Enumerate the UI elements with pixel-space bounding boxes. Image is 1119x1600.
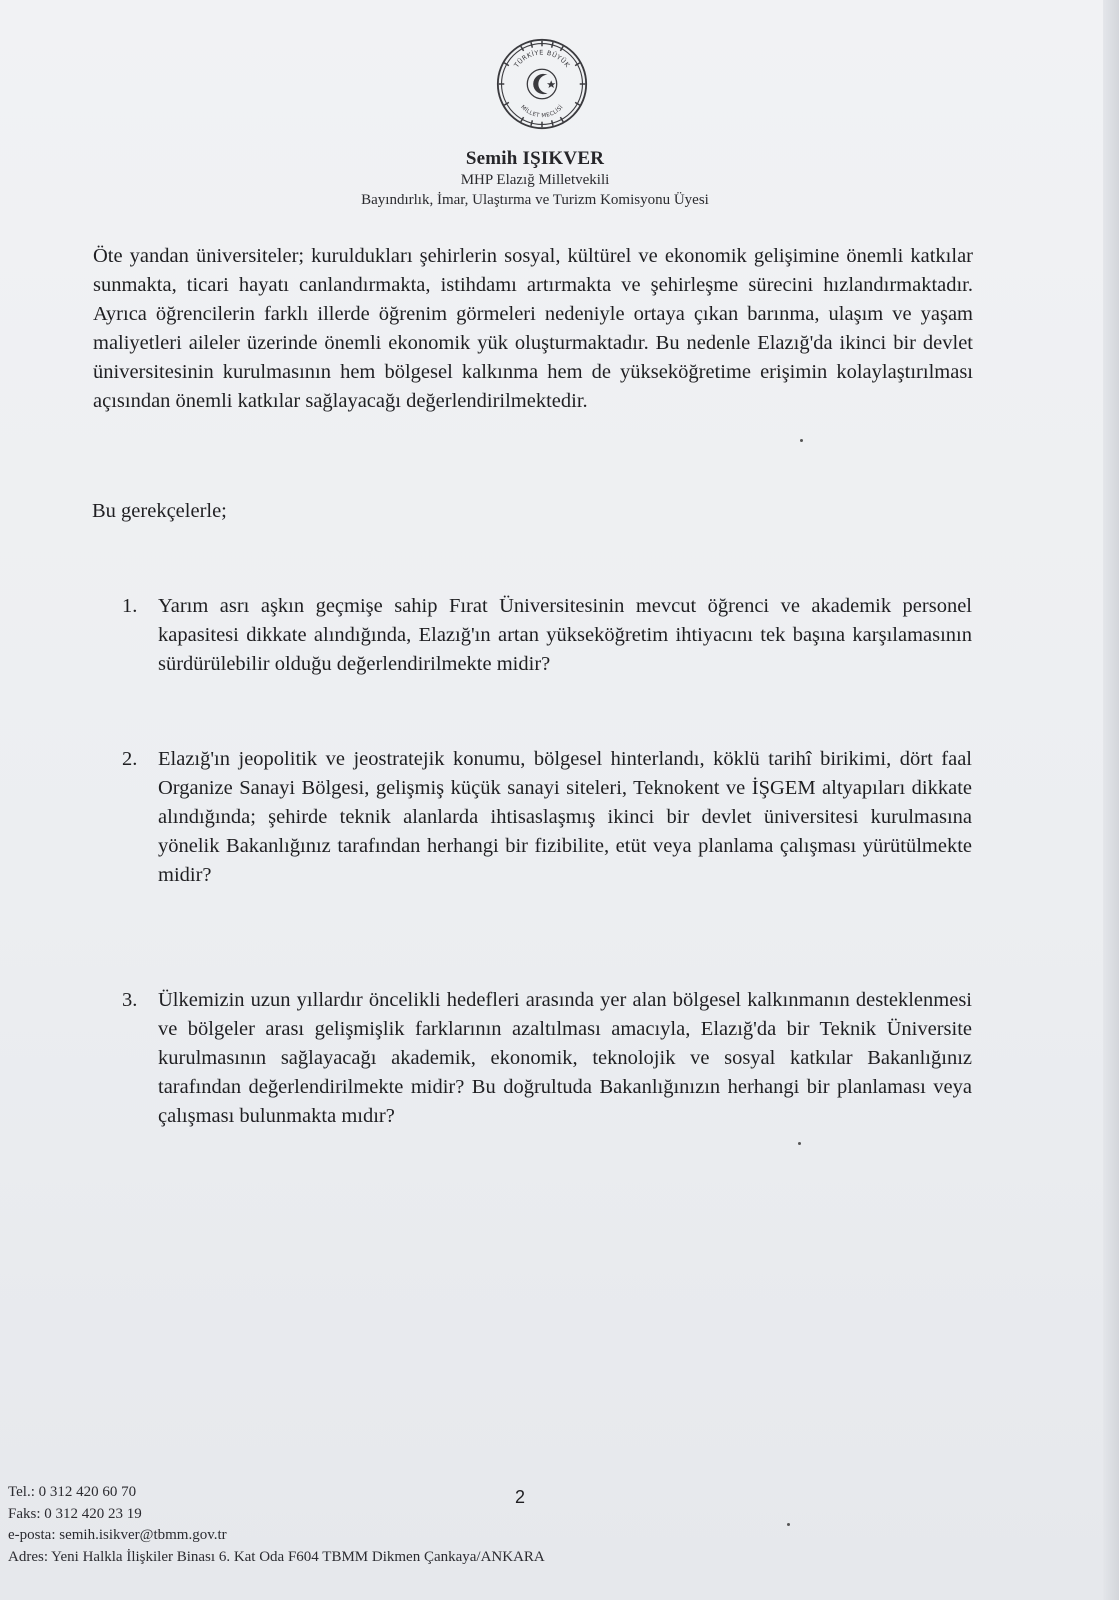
question-text: Yarım asrı aşkın geçmişe sahip Fırat Üniversitesinin mevcut öğrenci ve akademik personel kapasitesi dikkate alındığında, Elazığ'ın artan yükseköğretim ihtiyacını tek başına karşılamasının sürdürülebilir olduğu değerlendirilmekte midir? — [158, 595, 972, 675]
conclusion-lead: Bu gerekçelerle; — [92, 500, 227, 522]
svg-text:TÜRKİYE BÜYÜK: TÜRKİYE BÜYÜK — [512, 48, 572, 70]
footer-tel: Tel.: 0 312 420 60 70 — [8, 1484, 137, 1500]
question-item-3 — [122, 986, 972, 1131]
question-text: Ülkemizin uzun yıllardır öncelikli hedefleri arasında yer alan bölgesel kalkınmanın desteklenmesi ve bölgeler arası gelişmişlik farklarının azaltılması amacıyla, Elazığ'da bir Teknik Üniversite kurulmasının sağlayacağı akademik, ekonomik, teknolojik ve sosyal katkılar Bakanlığınız tarafından değerlendirilmekte midir? Bu doğrultuda Bakanlığınızın herhangi bir planlaması veya çalışması bulunmakta mıdır? — [158, 989, 972, 1127]
question-number: 2. — [122, 748, 138, 770]
question-item-1 — [122, 592, 972, 679]
question-number: 3. — [122, 989, 138, 1011]
page-number: 2 — [515, 1487, 526, 1507]
mp-title: MHP Elazığ Milletvekili — [460, 172, 610, 188]
tbmm-seal-logo — [496, 38, 588, 130]
page-edge-shadow — [1103, 0, 1119, 1600]
question-item-2 — [122, 745, 972, 890]
svg-text:MİLLET MECLİSİ: MİLLET MECLİSİ — [519, 104, 565, 120]
footer-address: Adres: Yeni Halkla İlişkiler Binası 6. Kat Oda F604 TBMM Dikmen Çankaya/ANKARA — [8, 1548, 545, 1565]
paper-speck — [800, 439, 803, 442]
footer-fax: Faks: 0 312 420 23 19 — [8, 1505, 142, 1522]
contact-footer — [8, 1482, 545, 1568]
mp-name: Semih IŞIKVER — [465, 148, 605, 169]
intro-paragraph: Öte yandan üniversiteler; kuruldukları şehirlerin sosyal, kültürel ve ekonomik gelişimine önemli katkılar sunmakta, ticari hayatı canlandırmakta, istihdamı artırmakta ve şehirleşme sürecini hızlandırmaktadır. Ayrıca öğrencilerin farklı illerde öğrenim görmeleri nedeniyle ortaya çıkan barınma, ulaşım ve yaşam maliyetleri aileler üzerinde önemli ekonomik yük oluşturmaktadır. Bu nedenle Elazığ'da ikinci bir devlet üniversitesinin kurulmasının hem bölgesel kalkınma hem de yükseköğretime erişimin kolaylaştırılması açısından önemli katkılar sağlayacağı değerlendirilmektedir. — [93, 245, 973, 412]
letterhead — [0, 148, 1070, 209]
paper-speck — [798, 1142, 801, 1145]
paper-speck — [787, 1523, 790, 1526]
question-text: Elazığ'ın jeopolitik ve jeostratejik konumu, bölgesel hinterlandı, köklü tarihî birikimi, dört faal Organize Sanayi Bölgesi, gelişmiş küçük sanayi siteleri, Teknokent ve İŞGEM altyapıları dikkate alındığında; şehirde teknik alanlarda ihtisaslaşmış ikinci bir devlet üniversitesi kurulmasına yönelik Bakanlığınız tarafından herhangi bir fizibilite, etüt veya planlama çalışması yürütülmekte midir? — [158, 748, 972, 886]
footer-email: e-posta: semih.isikver@tbmm.gov.tr — [8, 1527, 227, 1543]
mp-committee: Bayındırlık, İmar, Ulaştırma ve Turizm Komisyonu Üyesi — [361, 192, 709, 208]
question-number: 1. — [122, 595, 138, 617]
